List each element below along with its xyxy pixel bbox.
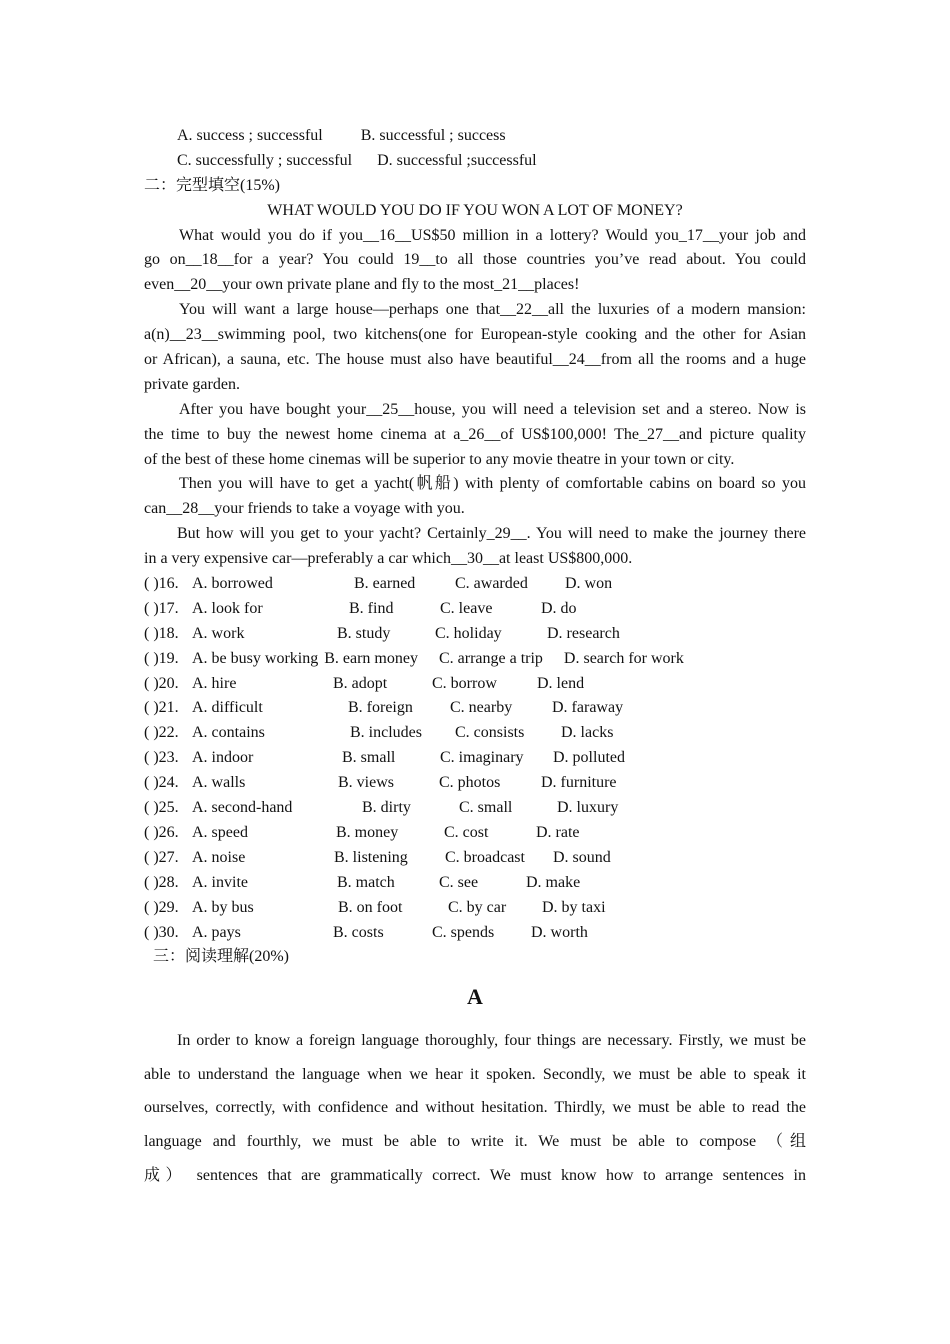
option-d: D. sound (553, 848, 611, 866)
cloze-paragraph-1 (144, 224, 806, 299)
reading-line: ourselves, correctly, with confidence and without hesitation. Thirdly, we must be able to read the (144, 1099, 806, 1117)
option-b: B. foreign (348, 699, 413, 717)
question-number: ( )23. (144, 749, 179, 767)
cloze-paragraph-3 (144, 398, 806, 473)
q15-options-row-1 (144, 124, 806, 149)
cloze-paragraph-2 (144, 298, 806, 398)
option-a: A. difficult (192, 699, 263, 717)
cloze-line: of the best of these home cinemas will be superior to any movie theatre in your town or city. (144, 450, 735, 468)
option-c: C. arrange a trip (438, 649, 543, 667)
option-b: B. study (337, 624, 391, 642)
question-number: ( )25. (144, 799, 179, 817)
option-d: D. worth (531, 923, 588, 941)
question-number: ( )22. (144, 724, 179, 742)
cloze-paragraph-5 (144, 522, 806, 572)
option-d: D. do (541, 599, 577, 617)
question-number: ( )19. (144, 649, 179, 667)
option-a: A. by bus (192, 898, 254, 916)
option-b: B. small (342, 749, 396, 767)
option-d: D. luxury (557, 799, 619, 817)
option-c: C. spends (432, 923, 495, 941)
passage-label: A (467, 984, 483, 1010)
cloze-line: private garden. (144, 375, 240, 393)
option-c: C. nearby (450, 699, 513, 717)
cloze-line: But how will you get to your yacht? Certainly_29__. You will need to make the journey there (177, 525, 806, 543)
option-b: B. money (336, 823, 399, 841)
option-b: B. match (337, 873, 395, 891)
question-options (192, 647, 684, 672)
option-c: C. awarded (455, 575, 528, 593)
option-a: A. hire (192, 674, 237, 692)
option-c: C. small (459, 799, 513, 817)
reading-passage-a (144, 1024, 806, 1192)
question-row (144, 597, 806, 622)
cloze-line: even__20__your own private plane and fly to the most_21__places! (144, 276, 580, 294)
question-number: ( )16. (144, 575, 179, 593)
reading-line: In order to know a foreign language thoroughly, four things are necessary. Firstly, we must be (177, 1032, 806, 1050)
option-b: B. on foot (338, 898, 403, 916)
question-number: ( )17. (144, 599, 179, 617)
question-row (144, 672, 806, 697)
option-d: D. rate (536, 823, 580, 841)
cloze-line: can__28__your friends to take a voyage with you. (144, 500, 465, 518)
option-b: B. dirty (362, 799, 411, 817)
cloze-line: What would you do if you__16__US$50 million in a lottery? Would you_17__your job and (179, 226, 806, 244)
question-row (144, 896, 806, 921)
option-b: B. earned (354, 575, 416, 593)
option-d: D. won (565, 575, 613, 593)
option-b: B. costs (333, 923, 384, 941)
passage-title: WHAT WOULD YOU DO IF YOU WON A LOT OF MONEY? (267, 201, 683, 219)
option-a: A. walls (192, 774, 246, 792)
option-d: D. furniture (541, 774, 617, 792)
question-number: ( )26. (144, 823, 179, 841)
option-d: D. polluted (553, 749, 625, 767)
document-page (144, 124, 806, 1192)
option-c: C. borrow (432, 674, 497, 692)
reading-line: 成） sentences that are grammatically correct. We must know how to arrange sentences in (144, 1166, 806, 1184)
option-a: A. second-hand (192, 799, 293, 817)
option-c: C. holiday (435, 624, 502, 642)
cloze-line: the time to buy the newest home cinema at a_26__of US$100,000! The_27__and picture quality (144, 425, 806, 443)
question-row (144, 647, 806, 672)
option-b: B. earn money (324, 649, 418, 667)
question-number: ( )21. (144, 699, 179, 717)
question-number: ( )30. (144, 923, 179, 941)
option-b: B. adopt (333, 674, 388, 692)
option-d: D. research (547, 624, 620, 642)
option-a: A. borrowed (192, 575, 273, 593)
cloze-line: Then you will have to get a yacht(帆船) with plenty of comfortable cabins on board so you (179, 475, 806, 493)
option-c: C. consists (455, 724, 525, 742)
option-b: B. views (338, 774, 394, 792)
option-a: A. work (192, 624, 245, 642)
question-row (144, 572, 806, 597)
cloze-line: in a very expensive car—preferably a car which__30__at least US$800,000. (144, 550, 633, 568)
cloze-line: go on__18__for a year? You could 19__to all those countries you’ve read about. You could (144, 251, 806, 269)
option-b: B. includes (350, 724, 422, 742)
option-a: A. speed (192, 823, 248, 841)
option-a: A. indoor (192, 749, 254, 767)
question-row (144, 796, 806, 821)
question-number: ( )20. (144, 674, 179, 692)
option-d: D. lacks (561, 724, 614, 742)
option-d: D. make (526, 873, 581, 891)
question-number: ( )18. (144, 624, 179, 642)
section-3-heading: 三：阅读理解(20%) (153, 948, 289, 966)
question-row (144, 821, 806, 846)
question-row (144, 771, 806, 796)
question-row (144, 846, 806, 871)
option-a: A. noise (192, 848, 246, 866)
option-c: C. see (439, 873, 479, 891)
question-number: ( )27. (144, 848, 179, 866)
option-a: A. invite (192, 873, 248, 891)
option-a: A. contains (192, 724, 265, 742)
question-row (144, 622, 806, 647)
question-row (144, 746, 806, 771)
question-number: ( )28. (144, 873, 179, 891)
option-c: C. leave (440, 599, 493, 617)
question-list (144, 572, 806, 945)
option-c: C. broadcast (445, 848, 525, 866)
cloze-line: a(n)__23__swimming pool, two kitchens(one for European-style cooking and the other for Asian (144, 326, 806, 344)
option-c: C. photos (439, 774, 501, 792)
option-a: A. look for (192, 599, 263, 617)
option-a: A. pays (192, 923, 241, 941)
reading-line: able to understand the language when we hear it spoken. Secondly, we must be able to speak it (144, 1065, 806, 1083)
option-c: C. by car (448, 898, 507, 916)
question-row (144, 871, 806, 896)
question-row (144, 921, 806, 946)
cloze-line: or African), a sauna, etc. The house must also have beautiful__24__from all the rooms and a huge (144, 351, 806, 369)
option-c: C. imaginary (440, 749, 524, 767)
section-2-heading: 二：完型填空(15%) (144, 176, 280, 194)
question-row (144, 721, 806, 746)
option-d: D. faraway (552, 699, 624, 717)
cloze-line: After you have bought your__25__house, you will need a television set and a stereo. Now is (179, 400, 806, 418)
option-c: C. cost (444, 823, 489, 841)
option-a: A. be busy working (192, 649, 319, 667)
q15-option-c: C. successfully ; successful (177, 151, 353, 169)
cloze-line: You will want a large house—perhaps one that__22__all the luxuries of a modern mansion: (179, 301, 806, 319)
q15-option-b: B. successful ; success (360, 127, 506, 144)
option-d: D. search for work (563, 649, 684, 667)
option-b: B. listening (334, 848, 408, 866)
question-number: ( )29. (144, 898, 179, 916)
cloze-paragraph-4 (144, 472, 806, 522)
option-d: D. by taxi (542, 898, 606, 916)
q15-option-d: D. successful ;successful (377, 151, 537, 169)
option-b: B. find (349, 599, 394, 617)
question-row (144, 696, 806, 721)
q15-option-a: A. success ; successful (177, 127, 323, 144)
option-d: D. lend (537, 674, 585, 692)
reading-line: language and fourthly, we must be able to write it. We must be able to compose （组 (144, 1133, 806, 1151)
q15-options-row-2 (144, 149, 806, 174)
question-number: ( )24. (144, 774, 179, 792)
